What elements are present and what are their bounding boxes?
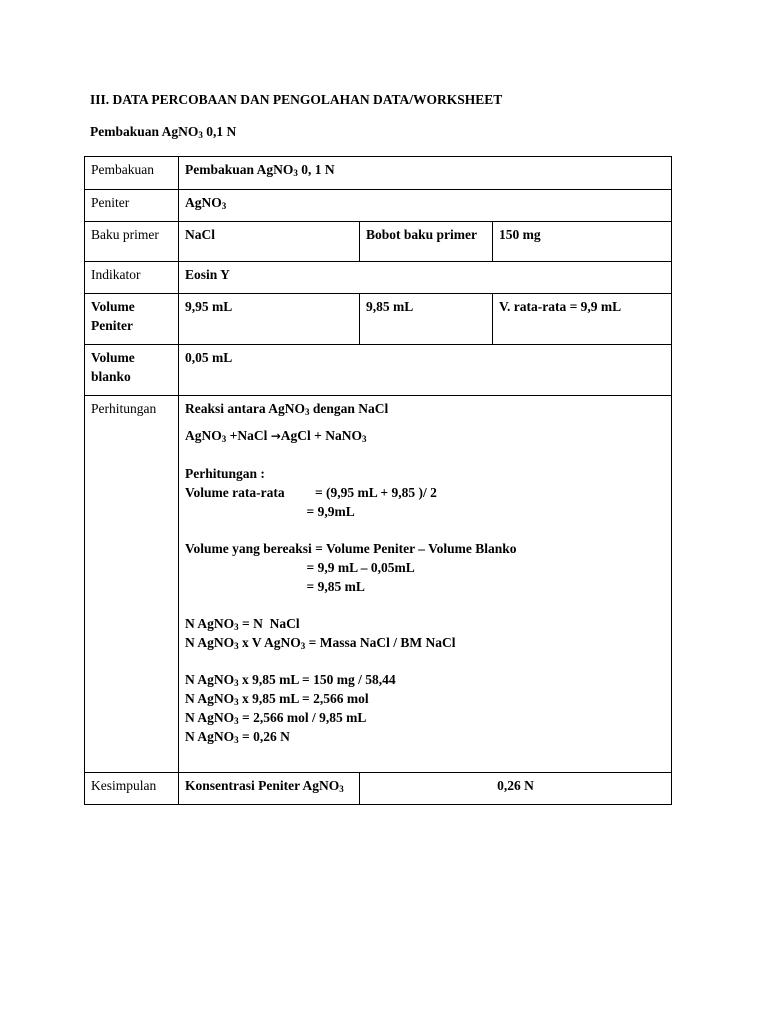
label-bobot-baku-primer: Bobot baku primer bbox=[360, 222, 493, 262]
value-baku-primer: NaCl bbox=[179, 222, 360, 262]
label-pembakuan: Pembakuan bbox=[85, 157, 179, 190]
label-baku-primer: Baku primer bbox=[85, 222, 179, 262]
calc-line-2: = 9,9mL bbox=[185, 504, 355, 519]
value-volume-peniter-1: 9,95 mL bbox=[179, 294, 360, 345]
subheading: Pembakuan AgNO$_3$ 0,1 N bbox=[90, 124, 237, 140]
calc-line-1: Volume rata-rata = (9,95 mL + 9,85 )/ 2 bbox=[185, 485, 437, 500]
value-bobot-baku-primer: 150 mg bbox=[493, 222, 672, 262]
label-volume-peniter: Volume Peniter bbox=[85, 294, 179, 345]
value-peniter: AgNO$_3$ bbox=[179, 190, 672, 222]
calc-line-4: = 9,9 mL – 0,05mL bbox=[185, 560, 415, 575]
row-baku-primer bbox=[85, 222, 672, 262]
row-pembakuan bbox=[85, 157, 672, 190]
label-peniter: Peniter bbox=[85, 190, 179, 222]
label-perhitungan: Perhitungan bbox=[85, 396, 179, 773]
value-pembakuan: Pembakuan AgNO$_3$ 0, 1 N bbox=[179, 157, 672, 190]
calc-n-line-5: N AgNO$_3$ = 2,566 mol / 9,85 mL bbox=[185, 710, 367, 726]
label-kesimpulan: Kesimpulan bbox=[85, 773, 179, 805]
calc-n-line-6: N AgNO$_3$ = 0,26 N bbox=[185, 729, 290, 745]
arrow-right-icon: → bbox=[270, 429, 281, 443]
calculation-block bbox=[179, 396, 672, 773]
calc-n-line-4: N AgNO$_3$ x 9,85 mL = 2,566 mol bbox=[185, 691, 369, 707]
value-kesimpulan: Konsentrasi Peniter AgNO$_3$ bbox=[179, 773, 360, 805]
value-konsentrasi: 0,26 N bbox=[360, 773, 672, 805]
calc-line-3: Volume yang bereaksi = Volume Peniter – Volume Blanko bbox=[185, 541, 517, 556]
row-kesimpulan bbox=[85, 773, 672, 805]
row-volume-blanko bbox=[85, 345, 672, 396]
row-peniter bbox=[85, 190, 672, 222]
reaction-equation: AgNO$_3$ +NaCl →AgCl + NaNO$_3$ bbox=[185, 428, 367, 444]
row-indikator bbox=[85, 262, 672, 294]
calc-n-line-3: N AgNO$_3$ x 9,85 mL = 150 mg / 58,44 bbox=[185, 672, 396, 688]
label-indikator: Indikator bbox=[85, 262, 179, 294]
calc-line-5: = 9,85 mL bbox=[185, 579, 365, 594]
worksheet-table bbox=[84, 156, 672, 805]
value-volume-rata-rata: V. rata-rata = 9,9 mL bbox=[493, 294, 672, 345]
value-volume-blanko: 0,05 mL bbox=[179, 345, 672, 396]
label-volume-blanko: Volume blanko bbox=[85, 345, 179, 396]
row-volume-peniter bbox=[85, 294, 672, 345]
section-heading: III. DATA PERCOBAAN DAN PENGOLAHAN DATA/WORKSHEET bbox=[90, 92, 503, 107]
value-indikator: Eosin Y bbox=[179, 262, 672, 294]
reaction-title: Reaksi antara AgNO$_3$ dengan NaCl bbox=[185, 401, 389, 417]
calc-title: Perhitungan : bbox=[185, 466, 265, 481]
row-perhitungan bbox=[85, 396, 672, 773]
calc-n-line-1: N AgNO$_3$ = N NaCl bbox=[185, 616, 300, 632]
value-volume-peniter-2: 9,85 mL bbox=[360, 294, 493, 345]
calc-n-line-2: N AgNO$_3$ x V AgNO$_3$ = Massa NaCl / BM NaCl bbox=[185, 635, 456, 651]
